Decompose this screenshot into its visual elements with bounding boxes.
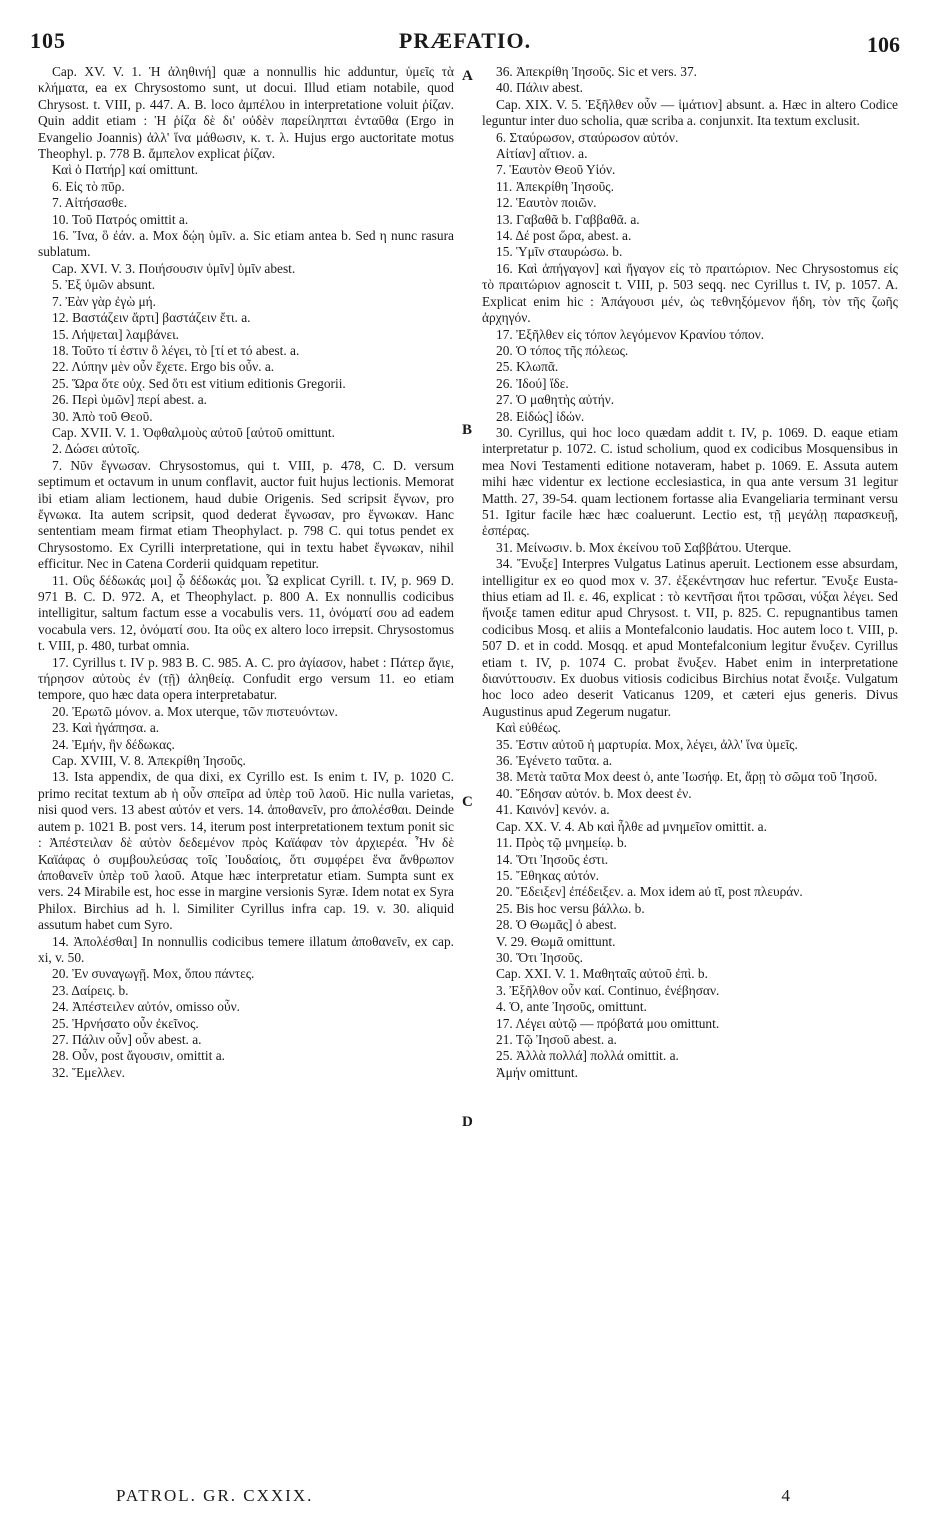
note-entry: Cap. XVIII, V. 8. Ἀπεκρίθη Ἰησοῦς. [52,753,246,769]
note-entry: 13. Γαβαθᾶ b. Γαββαθᾶ. a. [496,211,640,227]
note-entry: 12. Ἑαυτὸν ποιῶν. [496,195,597,211]
note-entry: Αἰτίαν] αἴτιον. a. [496,146,588,162]
note-entry: 12. Βαστάζειν ἄρτι] βαστάζειν ἔτι. a. [52,310,251,326]
note-entry: 24. Ἐμήν, ἣν δέδωκας. [52,736,175,752]
note-entry: 7. Νῦν ἔγνωσαν. Chrysostomus, qui t. VIII, p. 478, C. D. versum septimum et octavum in unum conflavit, auctor fuit hujus lectionis. Memorat ibi etiam aliam lectionem, haud dubie Origenis. Sed scripsit ἔγνων, pro ἔγνωκα. Ita autem scripsit, quod dederat ἔγνωσαν, pro ἔγνωκαν. Hanc sententiam meam firmat etiam Theophylact. p. 798 C. qui totus pendet ex Chrysostomo. Ex Cyrilli interpretatione, qui in textu habet ἔγνωκαν, nihil efficitur. Nec in Catena Corderii quidquam repetitur. [38,457,454,572]
note-entry: 28. Οὖν, post ἄγουσιν, omittit a. [52,1048,225,1064]
note-entry: 6. Σταύρωσον, σταύρωσον αὐτόν. [496,129,679,145]
note-entry: 40. Πάλιν abest. [496,80,583,96]
note-entry: 27. Πάλιν οὖν] οὖν abest. a. [52,1031,202,1047]
note-entry: Cap. XVII. V. 1. Ὀφθαλμοὺς αὐτοῦ [αὐτοῦ omittunt. [52,424,335,440]
note-entry: 25. Bis hoc versu βάλλω. b. [496,900,645,916]
note-entry: 20. Ὁ τόπος τῆς πόλεως. [496,342,629,358]
left-column [38,64,454,1081]
note-entry: 23. Καὶ ἠγάπησα. a. [52,720,160,736]
note-entry: 11. Πρὸς τῷ μνημείῳ. b. [496,835,628,851]
left-page-number: 105 [30,28,66,53]
note-entry: 28. Ὁ Θωμᾶς] ὁ abest. [496,917,617,933]
note-entry: 7. Αἰτήσασθε. [52,195,128,211]
note-entry: 22. Λύπην μὲν οὖν ἔχετε. Ergo bis οὖν. a. [52,359,275,375]
note-entry: 14. Δέ post ὥρα, abest. a. [496,228,632,244]
margin-marker-c: C [462,794,473,810]
note-entry: 36. Ἐγένετο ταῦτα. a. [496,753,613,769]
right-column [482,64,898,1081]
note-entry: 15. Ὑμῖν σταυρώσω. b. [496,244,623,260]
note-entry: 31. Μείνωσιν. b. Mox ἐκείνου τοῦ Σαββάτου. Uterque. [496,539,792,555]
note-entry: 13. Ista appendix, de qua dixi, ex Cyrillo est. Is enim t. IV, p. 1020 C. primo recitat textum ab ἡ οὖν σπεῖρα ad ὑπὲρ τοῦ λαοῦ. Hic nulla varietas, nisi quod vers. 13 abest αὐτόν et vers. 14. ἀποθανεῖν, pro ἀπολέσθαι. Deinde autem p. 1021 B. post vers. 14, iterum post interpretationem textum ponit sic : Ἀπέστειλαν δὲ αὐτὸν δεδεμένον πρὸς Καϊάφαν τὸν ἀρχιερέα. Ἦν δὲ Καϊάφας ὁ συμβουλεύσας τοῖς Ἰουδαίοις, ὅτι συμφέρει ἕνα ἄνθρωπον ἀποθανεῖν ὑπὲρ τοῦ λαοῦ. Atque hæc interpretatur etiam. Sumpta sunt ex vers. 24 Mirabile est, hoc esse in margine versionis Syræ. Idem notat ex Syra Philox. Birchius ad h. l. Similiter Cyrillus infra cap. 19. v. 30. aliquid assutum habet cum Syro. [38,769,454,933]
note-entry: Cap. XXI. V. 1. Μαθηταῖς αὐτοῦ ἐπὶ. b. [496,966,708,982]
note-entry: 15. Ἔθηκας αὐτόν. [496,867,600,883]
note-entry: 7. Ἑαυτὸν Θεοῦ Υἱόν. [496,162,616,178]
note-entry: 27. Ὁ μαθητὴς αὐτήν. [496,392,615,408]
note-entry: 25. Ἠρνήσατο οὖν ἐκεῖνος. [52,1015,199,1031]
note-entry: 7. Ἐὰν γὰρ ἐγὼ μή. [52,293,157,309]
note-entry: Cap. XVI. V. 3. Ποιήσουσιν ὑμῖν] ὑμῖν abest. [52,260,296,276]
note-entry: Καὶ εὐθέως. [496,720,561,736]
note-entry: 16. Ἵνα, ὃ ἐάν. a. Mox δῴη ὑμῖν. a. Sic etiam antea b. Sed η nunc rasura sublatum. [38,228,454,260]
note-entry: 10. Τοῦ Πατρός omittit a. [52,211,189,227]
note-entry: 28. Εἰδώς] ἰδών. [496,408,585,424]
note-entry: Cap. XV. V. 1. Ἡ ἀληθινή] quæ a nonnullis hic adduntur, ὑμεῖς τὰ κλήματα, ea ex Chrysostomo sunt, ut docui. Illud etiam notabile, quod Chrysost. t. VIII, p. 447. A. B. loco ἀμπέλου in interpretatione voluit ῥίζαν. Quin addit etiam : Ἡ ῥίζα δὲ δι' οὐδὲν παρείληπται ἐνταῦθα (Ergo in Evangelio Joannis) ἀλλ' ἵνα μάθωσιν, κ. τ. λ. Hujus ergo auctoritate motus Theophyl. p. 778 B. ἄμπελον explicat ῥίζαν. [38,64,454,162]
note-entry: 32. Ἔμελλεν. [52,1064,126,1080]
note-entry: 11. Ἀπεκρίθη Ἰησοῦς. [496,178,614,194]
note-entry: 2. Δώσει αὐτοῖς. [52,441,140,457]
margin-marker-b: B [462,422,473,438]
note-entry: 41. Καινόν] κενόν. a. [496,802,610,818]
note-entry: 25. Ἀλλὰ πολλά] πολλά omittit. a. [496,1048,679,1064]
note-entry: Cap. XX. V. 4. Ab καὶ ἦλθε ad μνημεῖον omittit. a. [496,818,767,834]
running-title: PRÆFATIO. [398,28,532,53]
note-entry: 6. Εἰς τὸ πῦρ. [52,178,125,194]
note-entry: 26. Ἰδού] ἴδε. [496,375,569,391]
note-entry: 17. Cyrillus t. IV p. 983 B. C. 985. A. C. pro ἁγίασον, habet : Πάτερ ἅγιε, τήρησον αὐτοὺς ἐν (τῇ) ἀληθείᾳ. Confudit ergo versum 11. eo etiam tempore, quo hæc data opera interpretabatur. [38,654,454,703]
volume-signature: PATROL. GR. CXXIX. [116,1486,314,1505]
right-page-number: 106 [867,32,900,57]
margin-marker-a: A [462,68,473,84]
note-entry: 30. Ὅτι Ἰησοῦς. [496,949,583,965]
note-entry: 36. Ἀπεκρίθη Ἰησοῦς. Sic et vers. 37. [496,64,697,79]
note-entry: 34. Ἔνυξε] Interpres Vulgatus Latinus aperuit. Lectionem esse absurdam, intelligitur ex eo quod mox v. 37. ἐξεκέντησαν huc refertur. Ἔνυξε Eustathius etiam ad Il. ε. 46, explicat : τὸ κεντῆσαι ἤτοι τρῶσαι, νύξαι λέγει. Sed ἤνοιξε tamen editur apud Chrysost. t. VII, p. 825. C. repugnantibus tamen codicibus Mosq. et aliis a Montefalconio laudatis. Hoc autem loco t. VIII, p. 507 D. et in codd. Mosqq. et apud Montefalconium legitur ἔνυξεν. Cyrillus etiam t. IV, p. 1074 C. probat ἔνυξεν. Habet enim in interpretatione διανύττουσιν. Ex duobus vitiosis codicibus Birchius notat ἔνοιξε. Vulgatum hoc loco adeo deserit Vaticanus 1209, et cæteri ejus generis. Divus Augustinus apud Zegerum nugatur. [482,556,898,719]
note-entry: 25. Ὥρα ὅτε οὐχ. Sed ὅτι est vitium editionis Gregorii. [52,375,346,391]
note-entry: 24. Ἀπέστειλεν αὐτόν, omisso οὖν. [52,999,240,1015]
note-entry: 20. Ἔδειξεν] ἐπέδειξεν. a. Mox idem aὐ tῖ, post πλευράν. [496,884,803,900]
note-entry: 4. Ὁ, ante Ἰησοῦς, omittunt. [496,999,647,1015]
note-entry: 11. Οὓς δέδωκάς μοι] ᾧ δέδωκάς μοι. Ὧ explicat Cyrill. t. IV, p. 969 D. 971 B. C. D. 972. A, et Theophylact. p. 800 A. Ex nonnullis codicibus intelligitur, saltum factum esse a vocabulis vers. 11, ὀνόματί σου ad eadem vocabula vers. 12, ὀνόματί σου. Ita οὓς ex altero loco irrepsit. Chrysostomus t. VIII, p. 480, turbat omnia. [38,572,454,654]
page-footer [30,1486,900,1516]
note-entry: 38. Μετὰ ταῦτα Mox deest ὁ, ante Ἰωσήφ. Et, ἄρῃ τὸ σῶμα τοῦ Ἰησοῦ. [496,769,878,785]
note-entry: Ἀμήν omittunt. [496,1064,578,1080]
note-entry: 5. Ἐξ ὑμῶν absunt. [52,277,156,293]
note-entry: V. 29. Θωμᾶ omittunt. [496,933,616,949]
note-entry: 18. Τοῦτο τί ἐστιν ὃ λέγει, τὸ [τί et τό abest. a. [52,342,300,358]
note-entry: 30. Ἀπὸ τοῦ Θεοῦ. [52,408,153,424]
note-entry: 21. Τῷ Ἰησοῦ abest. a. [496,1031,617,1047]
note-entry: 26. Περὶ ὑμῶν] περί abest. a. [52,392,208,408]
note-entry: 15. Λήψεται] λαμβάνει. [52,326,180,342]
note-entry: 17. Ἐξῆλθεν εἰς τόπον λεγόμενον Κρανίου τόπον. [496,326,765,342]
note-entry: 16. Καὶ ἀπήγαγον] καὶ ἤγαγον εἰς τὸ πραιτώριον. Nec Chrysostomus εἰς τὸ πραιτώριον agnoscit t. VIII, p. 503 seqq. nec Cyrillus t. IV, p. 1057. A. Explicat enim hic : Ἀπάγουσι μέν, ὡς τεθνηξόμενον ἤδη, τὸν τῆς ζωῆς ἀρχηγόν. [482,260,898,326]
note-entry: 3. Ἐξῆλθον οὖν καί. Continuo, ἐνέβησαν. [496,982,720,998]
page-header [30,28,900,62]
note-entry: 20. Ἐν συναγωγῇ. Mox, ὅπου πάντες. [52,966,255,982]
note-entry: Καὶ ὁ Πατήρ] καί omittunt. [52,162,199,178]
note-entry: 14. Ἀπολέσθαι] In nonnullis codicibus temere illatum ἀποθανεῖν, ex cap. xi, v. 50. [38,933,454,965]
note-entry: 35. Ἐστιν αὐτοῦ ἡ μαρτυρία. Mox, λέγει, ἀλλ' ἵνα ὑμεῖς. [496,736,798,752]
note-entry: 25. Κλωπᾶ. [496,359,559,375]
signature-number: 4 [781,1486,790,1505]
note-entry: 23. Δαίρεις. b. [52,982,129,998]
note-entry: Cap. XIX. V. 5. Ἐξῆλθεν οὖν — ἱμάτιον] absunt. a. Hæc in altero Codice leguntur inter duo scholia, quæ scriba a. conjunxit. Ita textum exclusit. [482,96,898,129]
note-entry: 30. Cyrillus, qui hoc loco quædam addit t. IV, p. 1069. D. eaque etiam interpretatur p. 1072. C. istud scholium, quod ex codicibus Mosquensibus in mea Novi Testamenti editione notaveram, habet p. 1069. E. Assuta autem mihi hæc videntur ex lectione ecclesiastica, in qua ante versum 31 legitur Matth. 27, 39-54. quam lectionem fortasse alia Evangeliaria terminant versu 51. Igitur facile hæc hæc coaluerunt. Lectio est, τῇ μεγάλῃ παρασκευῇ, ἑσπέρας. [482,424,898,539]
note-entry: 14. Ὅτι Ἰησοῦς ἐστι. [496,851,609,867]
note-entry: 17. Λέγει αὐτῷ — πρόβατά μου omittunt. [496,1015,720,1031]
note-entry: 40. Ἔδησαν αὐτόν. b. Mox deest ἐν. [496,785,692,801]
margin-marker-d: D [462,1114,473,1130]
note-entry: 20. Ἐρωτῶ μόνον. a. Mox uterque, τῶν πιστευόντων. [52,703,338,719]
